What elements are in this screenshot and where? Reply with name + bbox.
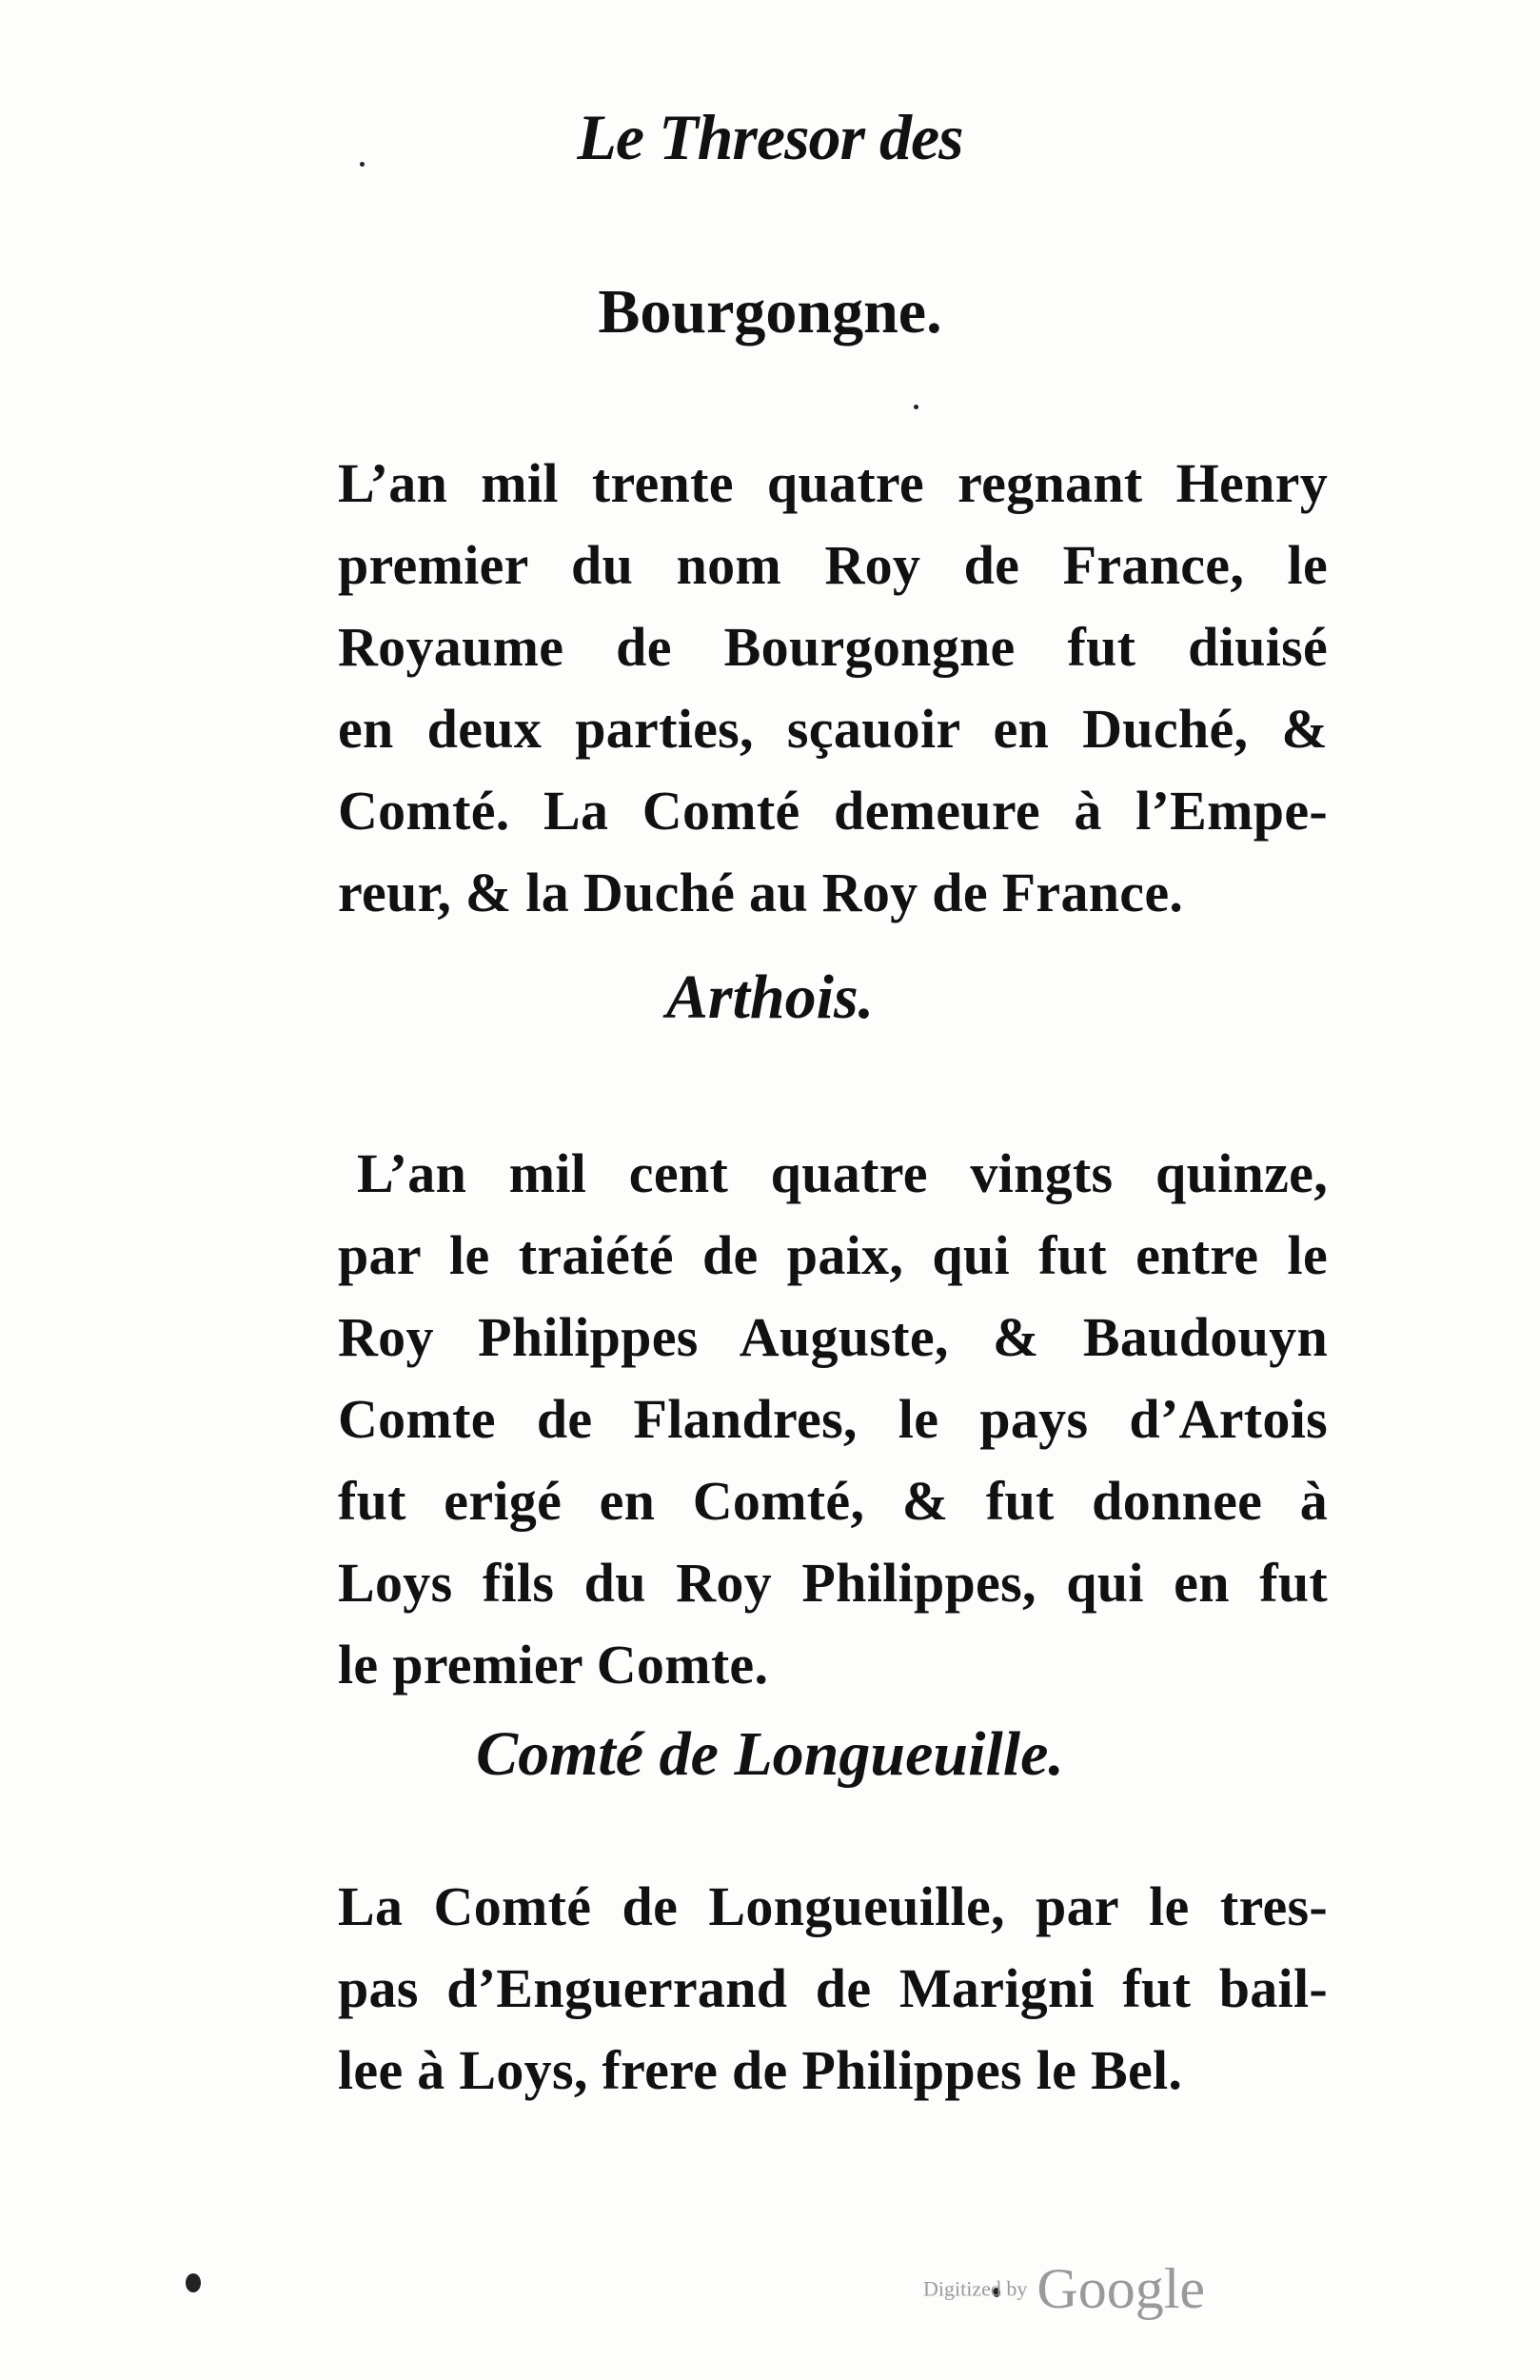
paragraph-arthois <box>338 1133 1328 1706</box>
running-head: Le Thresor des <box>577 101 963 173</box>
text-line: Royaume de Bourgongne fut diuisé <box>338 616 1328 678</box>
text-line: La Comté de Longueuille, par le tres- <box>338 1875 1328 1937</box>
text-line: L’an mil cent quatre vingts quinze, <box>357 1142 1328 1204</box>
text-line: Comte de Flandres, le pays d’Artois <box>338 1388 1328 1450</box>
text-line: en deux parties, sçauoir en Duché, & <box>338 698 1328 760</box>
text-line: L’an mil trente quatre regnant Henry <box>338 452 1328 514</box>
ink-speck <box>186 2273 201 2292</box>
text-line: Comté. La Comté demeure à l’Empe- <box>338 780 1328 842</box>
paragraph-bourgongne <box>338 443 1328 934</box>
section-title-bourgongne: Bourgongne. <box>598 277 942 347</box>
text-line: par le traiété de paix, qui fut entre le <box>338 1224 1328 1286</box>
text-line: pas d’Enguerrand de Marigni fut bail- <box>338 1957 1328 2019</box>
paragraph-longueuille <box>338 1866 1328 2112</box>
section-title-arthois: Arthois. <box>665 962 875 1032</box>
text-line: Roy Philippes Auguste, & Baudouyn <box>338 1306 1328 1368</box>
text-line: lee à Loys, frere de Philippes le Bel. <box>338 2039 1183 2101</box>
text-line: reur, & la Duché au Roy de France. <box>338 862 1184 923</box>
text-line: fut erigé en Comté, & fut donnee à <box>338 1470 1328 1532</box>
watermark-prefix: Digitized by <box>923 2276 1028 2301</box>
google-logo: Google <box>1037 2257 1206 2320</box>
text-line: le premier Comte. <box>338 1634 769 1696</box>
digitized-watermark <box>923 2256 1205 2322</box>
text-line: premier du nom Roy de France, le <box>338 534 1328 596</box>
section-title-longueuille: Comté de Longueuille. <box>476 1719 1064 1789</box>
ink-speck <box>360 162 365 167</box>
ink-speck <box>914 405 918 409</box>
text-line: Loys fils du Roy Philippes, qui en fut <box>338 1552 1328 1614</box>
